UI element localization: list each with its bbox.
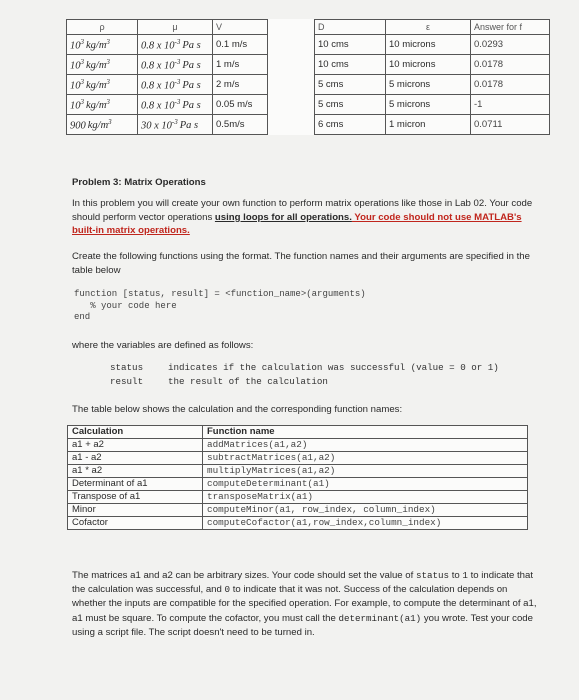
mu-unit: Pa s: [182, 100, 201, 112]
cell-v: 0.1 m/s: [213, 35, 268, 55]
var-status: [110, 361, 499, 375]
cell-calculation: Determinant of a1: [68, 478, 203, 491]
problem-title: Problem 3: Matrix Operations: [72, 177, 206, 188]
table-gap: [268, 95, 315, 115]
mu-value: 0.8 x 10: [141, 60, 175, 72]
rho-exponent: 3: [80, 77, 84, 86]
cell-ans: 0.0178: [471, 55, 550, 75]
code-line-3: end: [74, 312, 91, 322]
function-table-row: [68, 517, 528, 530]
closing-value-one: 1: [462, 570, 468, 581]
mu-value: 30 x 10: [141, 120, 172, 132]
rho-value: 10: [70, 40, 81, 52]
fluid-table-row: [67, 95, 550, 115]
cell-calculation: a1 - a2: [68, 452, 203, 465]
mu-exponent: -3: [174, 77, 181, 86]
cell-rho: [67, 35, 138, 55]
closing-text-4: to indicate that it was not. Success of the calculation depends on whether the inputs are compatible for the specified operation. For example, to compute the determinant of a1, a1 must be square. To compute the cofactor, you must call the: [72, 584, 537, 624]
cell-mu: [138, 75, 213, 95]
intro-warning: Your code should not use MATLAB's built-in matrix operations.: [72, 211, 522, 236]
function-table-row: [68, 478, 528, 491]
var-status-name: status: [110, 362, 144, 373]
function-names-table: [67, 425, 528, 530]
var-result-desc: the result of the calculation: [168, 376, 328, 387]
closing-status-word: status: [415, 570, 450, 581]
intro-text: In this problem you will create your own function to perform matrix operations like those in Lab 02. Your code should perform vector operations: [72, 198, 533, 223]
cell-mu: [138, 35, 213, 55]
fluid-table-header: [67, 20, 550, 35]
fluid-table-row: [67, 115, 550, 135]
table-gap: [268, 75, 315, 95]
header-epsilon: ε: [386, 20, 471, 35]
rho-unit-exponent: 3: [106, 37, 110, 46]
cell-d: 5 cms: [315, 95, 386, 115]
fluid-table-row: [67, 35, 550, 55]
cell-v: 0.05 m/s: [213, 95, 268, 115]
closing-value-zero: 0: [224, 584, 231, 596]
header-answer: Answer for f: [471, 20, 550, 35]
cell-d: 10 cms: [315, 55, 386, 75]
mu-value: 0.8 x 10: [141, 80, 175, 92]
header-v: V: [213, 20, 268, 35]
rho-unit: kg/m: [86, 40, 107, 52]
rho-unit-exponent: 3: [106, 77, 110, 86]
cell-v: 2 m/s: [213, 75, 268, 95]
closing-text-3: to indicate that the calculation was successful, and: [72, 570, 534, 596]
closing-determinant-call: determinant(a1): [338, 612, 422, 624]
cell-function-name: transposeMatrix(a1): [203, 491, 528, 504]
rho-exponent: 3: [80, 97, 84, 106]
header-calculation: Calculation: [68, 426, 203, 439]
rho-unit-exponent: 3: [106, 57, 110, 66]
fluid-parameters-table: [66, 19, 550, 135]
cell-calculation: a1 * a2: [68, 465, 203, 478]
cell-eps: 5 microns: [386, 75, 471, 95]
problem-intro: [72, 197, 542, 238]
closing-text-2: to: [449, 570, 463, 581]
header-d: D: [315, 20, 386, 35]
cell-ans: 0.0293: [471, 35, 550, 55]
cell-d: 6 cms: [315, 115, 386, 135]
where-text: where the variables are defined as follows:: [72, 340, 254, 351]
cell-rho: [67, 115, 138, 135]
cell-function-name: computeMinor(a1, row_index, column_index): [203, 504, 528, 517]
rho-exponent: 3: [80, 37, 84, 46]
mu-exponent: -3: [174, 37, 181, 46]
function-table-row: [68, 504, 528, 517]
cell-eps: 1 micron: [386, 115, 471, 135]
cell-mu: [138, 115, 213, 135]
function-table-row: [68, 465, 528, 478]
rho-unit: kg/m: [86, 60, 107, 72]
function-table-row: [68, 491, 528, 504]
var-result: [110, 375, 499, 389]
header-rho: ρ: [67, 20, 138, 35]
cell-function-name: multiplyMatrices(a1,a2): [203, 465, 528, 478]
fluid-table-row: [67, 75, 550, 95]
variable-definitions: [110, 361, 499, 389]
table-gap: [268, 115, 315, 135]
table-intro: The table below shows the calculation and the corresponding function names:: [72, 404, 403, 415]
cell-function-name: subtractMatrices(a1,a2): [203, 452, 528, 465]
fluid-table-row: [67, 55, 550, 75]
table-gap: [268, 35, 315, 55]
mu-value: 0.8 x 10: [141, 40, 175, 52]
cell-v: 1 m/s: [213, 55, 268, 75]
rho-unit: kg/m: [87, 120, 109, 132]
rho-unit: kg/m: [86, 80, 107, 92]
function-table-header: [68, 426, 528, 439]
function-table-row: [68, 439, 528, 452]
rho-unit-exponent: 3: [108, 117, 112, 126]
intro-underlined: using loops for all operations.: [214, 211, 352, 223]
function-table-row: [68, 452, 528, 465]
mu-exponent: -3: [174, 57, 181, 66]
closing-text-1: The matrices a1 and a2 can be arbitrary sizes. Your code should set the value of: [72, 570, 416, 581]
rho-exponent: 3: [80, 57, 84, 66]
cell-calculation: Cofactor: [68, 517, 203, 530]
cell-function-name: addMatrices(a1,a2): [203, 439, 528, 452]
rho-value: 10: [70, 80, 81, 92]
cell-function-name: computeDeterminant(a1): [203, 478, 528, 491]
header-mu: μ: [138, 20, 213, 35]
header-function-name: Function name: [203, 426, 528, 439]
cell-d: 10 cms: [315, 35, 386, 55]
create-instructions: Create the following functions using the format. The function names and their arguments are specified in the table below: [72, 251, 530, 276]
rho-value: 10: [70, 60, 81, 72]
cell-calculation: Minor: [68, 504, 203, 517]
mu-unit: Pa s: [182, 40, 201, 52]
rho-unit-exponent: 3: [106, 97, 110, 106]
cell-mu: [138, 95, 213, 115]
cell-rho: [67, 55, 138, 75]
mu-unit: Pa s: [182, 60, 201, 72]
cell-rho: [67, 75, 138, 95]
closing-paragraph: [72, 569, 544, 640]
rho-value: 10: [70, 100, 81, 112]
rho-value: 900: [70, 120, 86, 132]
cell-ans: -1: [471, 95, 550, 115]
var-status-desc: indicates if the calculation was successful (value = 0 or 1): [168, 362, 499, 373]
mu-value: 0.8 x 10: [141, 100, 175, 112]
code-line-1: function [status, result] = <function_name>(arguments): [74, 289, 366, 299]
cell-v: 0.5m/s: [213, 115, 268, 135]
mu-unit: Pa s: [179, 120, 199, 132]
cell-ans: 0.0711: [471, 115, 550, 135]
var-result-name: result: [110, 376, 144, 387]
cell-eps: 10 microns: [386, 55, 471, 75]
cell-ans: 0.0178: [471, 75, 550, 95]
cell-calculation: a1 + a2: [68, 439, 203, 452]
mu-exponent: -3: [171, 117, 178, 126]
cell-mu: [138, 55, 213, 75]
code-line-2: % your code here: [74, 300, 177, 311]
cell-eps: 10 microns: [386, 35, 471, 55]
cell-calculation: Transpose of a1: [68, 491, 203, 504]
cell-function-name: computeCofactor(a1,row_index,column_index): [203, 517, 528, 530]
table-gap: [268, 20, 315, 35]
mu-exponent: -3: [174, 97, 181, 106]
rho-unit: kg/m: [86, 100, 107, 112]
table-gap: [268, 55, 315, 75]
cell-eps: 5 microns: [386, 95, 471, 115]
cell-rho: [67, 95, 138, 115]
mu-unit: Pa s: [182, 80, 201, 92]
cell-d: 5 cms: [315, 75, 386, 95]
closing-text-5: you wrote. Test your code using a script file. The script doesn't need to be turned in.: [72, 612, 533, 638]
function-template-code: [74, 289, 366, 324]
